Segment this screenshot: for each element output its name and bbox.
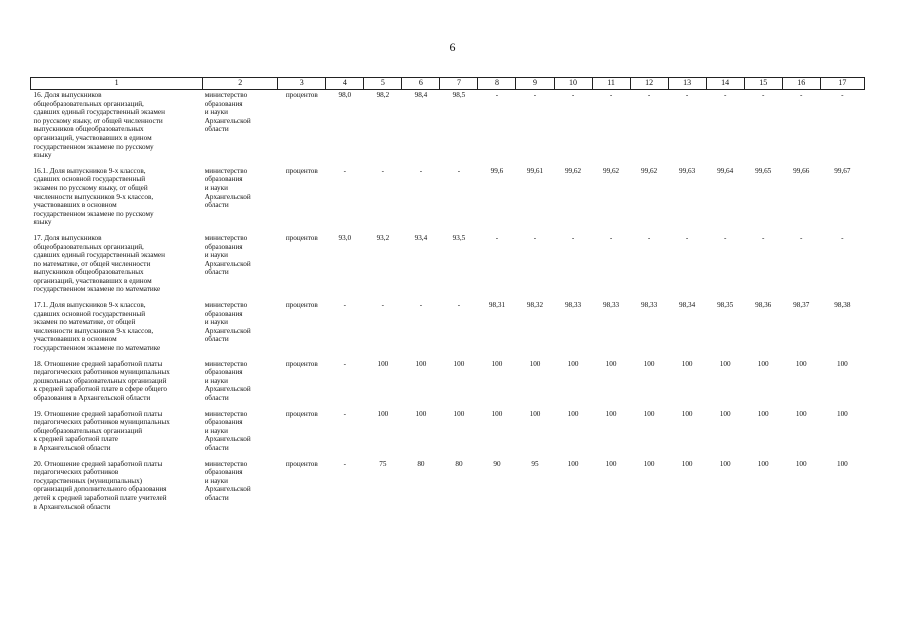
value-cell: 98,32 [526, 301, 544, 310]
responsible-org-line: области [204, 443, 229, 452]
indicator-name-line: 19. Отношение средней заработной платы [33, 409, 163, 418]
value-cell: 100 [415, 409, 427, 418]
column-header-13: 13 [668, 78, 706, 90]
indicator-name-line: государственном экзамене по математике [33, 344, 161, 353]
indicators-table [30, 77, 865, 517]
value-cell: - [841, 91, 844, 99]
value-cell: 100 [795, 409, 807, 418]
column-header-10: 10 [554, 78, 592, 90]
responsible-org-line: министерство [204, 409, 248, 418]
value-cell: - [571, 233, 575, 242]
value-cell: 100 [529, 409, 541, 418]
value-cell: 100 [757, 409, 769, 418]
value-cell: 100 [453, 409, 465, 418]
column-header-4: 4 [326, 78, 364, 90]
indicator-name-line: организаций, участвовавших в едином [33, 133, 152, 142]
value-cell: 100 [681, 409, 693, 418]
indicator-name-line: педагогических работников [33, 468, 119, 477]
responsible-org-line: министерство [204, 233, 248, 242]
column-header-17: 17 [820, 78, 864, 90]
indicator-name-line: общеобразовательных организаций, [33, 242, 144, 251]
value-cell: 100 [491, 409, 503, 418]
value-cell: - [533, 233, 537, 242]
value-cell: 100 [567, 409, 579, 418]
value-cell: - [343, 359, 347, 368]
indicator-name-line: экзамен по математике, от общей [33, 318, 136, 327]
indicator-name [31, 300, 203, 359]
value-cell: - [609, 91, 613, 99]
column-header-6: 6 [402, 78, 440, 90]
value-cell: 99,62 [602, 166, 620, 175]
responsible-org-line: образования [204, 468, 243, 477]
value-cell: 100 [757, 459, 769, 468]
value-cell: 100 [681, 359, 693, 368]
indicator-name-line: 16. Доля выпускников [33, 91, 102, 99]
column-header-3: 3 [278, 78, 326, 90]
value-cell: 100 [377, 359, 389, 368]
indicator-name-line: 20. Отношение средней заработной платы [33, 459, 163, 468]
column-header-16: 16 [782, 78, 820, 90]
column-header-7: 7 [440, 78, 478, 90]
value-cell: 93,4 [414, 233, 428, 242]
responsible-org-line: области [204, 493, 229, 502]
value-cell: 100 [643, 459, 655, 468]
value-cell: 98,34 [679, 301, 696, 310]
table-row [31, 90, 865, 166]
value-cell: - [761, 233, 765, 242]
unit-cell: процентов [285, 359, 318, 368]
value-cell: - [343, 409, 347, 418]
value-cell: 100 [415, 359, 427, 368]
value-cell: - [647, 233, 651, 242]
value-cell: 98,37 [793, 301, 810, 310]
value-cell: 100 [719, 409, 731, 418]
indicator-name [31, 90, 203, 166]
value-cell: 99,64 [717, 166, 734, 175]
unit-cell: процентов [285, 459, 318, 468]
indicator-name-line: по русскому языку, от общей численности [33, 116, 163, 125]
indicator-name-line: языку [33, 151, 52, 160]
table-row [31, 300, 865, 359]
value-cell: - [495, 233, 499, 242]
responsible-org-line: и науки [204, 251, 228, 260]
unit-cell: процентов [285, 301, 318, 310]
unit-cell: процентов [285, 91, 318, 99]
value-cell: 100 [605, 409, 617, 418]
indicator-name-line: участвовавших в основном [33, 335, 117, 344]
value-cell: 100 [567, 459, 579, 468]
value-cell: - [533, 91, 537, 99]
unit-cell: процентов [285, 233, 318, 242]
responsible-org-line: образования [204, 175, 243, 184]
indicator-name-line: языку [33, 218, 52, 227]
table-row [31, 409, 865, 459]
column-header-1: 1 [31, 78, 203, 90]
indicator-name-line: общеобразовательных организаций [33, 426, 143, 435]
indicator-name-line: дошкольных образовательных организаций [33, 376, 167, 385]
value-cell: 99,66 [793, 166, 810, 175]
responsible-org [203, 459, 278, 518]
value-cell: - [343, 459, 347, 468]
indicator-name-line: 17.1. Доля выпускников 9-х классов, [33, 301, 146, 310]
responsible-org-line: образования [204, 418, 243, 427]
value-cell: 93,0 [338, 233, 352, 242]
column-header-12: 12 [630, 78, 668, 90]
value-cell: 100 [643, 409, 655, 418]
indicator-name-line: государственных (муниципальных) [33, 476, 143, 485]
value-cell: 99,62 [564, 166, 582, 175]
value-cell: 98,2 [376, 91, 390, 99]
indicator-name-line: в Архангельской области [33, 502, 111, 511]
responsible-org-line: области [204, 394, 229, 402]
value-cell: 100 [567, 359, 579, 368]
value-cell: - [457, 301, 461, 310]
indicator-name-line: по математике, от общей численности [33, 259, 151, 268]
responsible-org-line: и науки [204, 318, 228, 327]
responsible-org-line: Архангельской [204, 192, 251, 201]
indicator-name-line: сдавших единый государственный экзамен [33, 251, 165, 260]
table-row [31, 359, 865, 409]
value-cell: 98,33 [602, 301, 620, 310]
responsible-org-line: области [204, 268, 229, 277]
value-cell: 98,33 [564, 301, 582, 310]
value-cell: 99,65 [755, 166, 772, 175]
indicator-name-line: государственном экзамене по математике [33, 285, 161, 294]
value-cell: - [723, 233, 727, 242]
value-cell: 100 [605, 359, 617, 368]
value-cell: 98,4 [414, 91, 428, 99]
responsible-org-line: области [204, 201, 229, 210]
value-cell: - [800, 91, 803, 99]
responsible-org-line: Архангельской [204, 326, 251, 335]
indicator-name-line: общеобразовательных организаций, [33, 99, 144, 108]
indicator-name-line: сдавших единый государственный экзамен [33, 108, 165, 117]
responsible-org [203, 90, 278, 166]
indicator-name-line: организаций, участвовавших в едином [33, 276, 152, 285]
indicator-name-line: организаций дополнительного образования [33, 485, 167, 494]
responsible-org-line: Архангельской [204, 385, 251, 394]
responsible-org-line: образования [204, 99, 243, 108]
value-cell: 98,36 [755, 301, 772, 310]
responsible-org-line: образования [204, 242, 243, 251]
indicator-name-line: выпускников общеобразовательных [33, 268, 144, 277]
value-cell: 100 [643, 359, 655, 368]
value-cell: 100 [795, 459, 807, 468]
responsible-org-line: Архангельской [204, 485, 251, 494]
responsible-org-line: и науки [204, 183, 228, 192]
value-cell: 100 [719, 459, 731, 468]
value-cell: - [647, 91, 651, 99]
responsible-org-line: Архангельской [204, 259, 251, 268]
value-cell: - [419, 301, 423, 310]
indicator-name-line: сдавших основной государственный [33, 175, 146, 184]
value-cell: 100 [491, 359, 503, 368]
indicator-name-line: численности выпускников 9-х классов, [33, 192, 154, 201]
value-cell: - [571, 91, 575, 99]
indicator-name-line: педагогических работников муниципальных [33, 368, 170, 377]
value-cell: 99,6 [490, 166, 504, 175]
indicator-name [31, 233, 203, 300]
value-cell: 100 [836, 459, 848, 468]
value-cell: 100 [836, 359, 848, 368]
responsible-org-line: и науки [204, 376, 228, 385]
value-cell: 100 [377, 409, 389, 418]
responsible-org-line: области [204, 125, 229, 134]
header-row [31, 78, 865, 90]
value-cell: 98,5 [452, 91, 466, 99]
value-cell: 80 [455, 459, 463, 468]
indicator-name [31, 459, 203, 518]
responsible-org-line: образования [204, 309, 243, 318]
value-cell: 100 [453, 359, 465, 368]
responsible-org-line: образования [204, 368, 243, 377]
responsible-org-line: министерство [204, 91, 248, 99]
indicator-name-line: экзамен по русскому языку, от общей [33, 183, 148, 192]
value-cell: 99,67 [834, 166, 851, 175]
responsible-org [203, 359, 278, 409]
responsible-org [203, 166, 278, 233]
value-cell: 90 [493, 459, 501, 468]
value-cell: - [841, 233, 844, 242]
value-cell: 100 [836, 409, 848, 418]
column-header-8: 8 [478, 78, 516, 90]
indicator-name [31, 359, 203, 409]
responsible-org-line: области [204, 335, 229, 344]
indicator-name-line: численности выпускников 9-х классов, [33, 326, 154, 335]
value-cell: 93,5 [452, 233, 466, 242]
responsible-org-line: и науки [204, 108, 228, 117]
responsible-org-line: министерство [204, 359, 248, 368]
indicator-name-line: выпускников общеобразовательных [33, 125, 144, 134]
indicator-name-line: сдавших основной государственный [33, 309, 146, 318]
responsible-org [203, 409, 278, 459]
table-row [31, 233, 865, 300]
indicator-name-line: к средней заработной плате [33, 435, 118, 444]
value-cell: 100 [605, 459, 617, 468]
column-header-2: 2 [203, 78, 278, 90]
indicator-name-line: в Архангельской области [33, 443, 111, 452]
value-cell: 100 [757, 359, 769, 368]
value-cell: - [495, 91, 499, 99]
value-cell: - [723, 91, 727, 99]
value-cell: - [685, 91, 689, 99]
column-header-11: 11 [592, 78, 630, 90]
indicator-name-line: педагогических работников муниципальных [33, 418, 170, 427]
indicator-name [31, 409, 203, 459]
value-cell: 75 [379, 459, 387, 468]
value-cell: 99,63 [679, 166, 696, 175]
responsible-org-line: министерство [204, 301, 248, 310]
value-cell: 80 [417, 459, 425, 468]
indicator-name-line: 18. Отношение средней заработной платы [33, 359, 163, 368]
value-cell: 100 [529, 359, 541, 368]
table-row [31, 166, 865, 233]
value-cell: 100 [795, 359, 807, 368]
indicator-name-line: образования в Архангельской области [33, 394, 151, 402]
indicator-name-line: участвовавших в основном [33, 201, 117, 210]
value-cell: 99,62 [641, 166, 658, 175]
value-cell: - [761, 91, 765, 99]
value-cell: 98,31 [488, 301, 506, 310]
value-cell: - [381, 166, 385, 175]
column-header-15: 15 [744, 78, 782, 90]
value-cell: 98,33 [641, 301, 658, 310]
responsible-org-line: министерство [204, 459, 248, 468]
responsible-org-line: и науки [204, 476, 228, 485]
indicator-name-line: 16.1. Доля выпускников 9-х классов, [33, 166, 146, 175]
responsible-org-line: и науки [204, 426, 228, 435]
value-cell: - [609, 233, 613, 242]
table-row [31, 459, 865, 518]
value-cell: 99,61 [526, 166, 544, 175]
table-body [31, 90, 865, 518]
indicator-name-line: детей к средней заработной плате учителей [33, 493, 167, 502]
indicator-name-line: к средней заработной плате в сфере общего [33, 385, 167, 394]
page-number: 6 [449, 40, 456, 54]
value-cell: - [800, 233, 803, 242]
value-cell: - [457, 166, 461, 175]
column-header-5: 5 [364, 78, 402, 90]
responsible-org-line: Архангельской [204, 435, 251, 444]
value-cell: - [381, 301, 385, 310]
column-header-9: 9 [516, 78, 554, 90]
responsible-org-line: министерство [204, 166, 248, 175]
column-header-14: 14 [706, 78, 744, 90]
value-cell: - [685, 233, 689, 242]
value-cell: 98,38 [834, 301, 851, 310]
indicator-name-line: 17. Доля выпускников [33, 233, 102, 242]
responsible-org [203, 233, 278, 300]
unit-cell: процентов [285, 409, 318, 418]
value-cell: - [343, 301, 347, 310]
value-cell: - [419, 166, 423, 175]
responsible-org [203, 300, 278, 359]
value-cell: 93,2 [376, 233, 390, 242]
value-cell: 100 [681, 459, 693, 468]
value-cell: 98,35 [717, 301, 734, 310]
value-cell: 95 [531, 459, 539, 468]
unit-cell: процентов [285, 166, 318, 175]
value-cell: - [343, 166, 347, 175]
indicator-name-line: государственном экзамене по русскому [33, 209, 154, 218]
value-cell: 100 [719, 359, 731, 368]
value-cell: 98,0 [338, 91, 352, 99]
indicator-name-line: государственном экзамене по русскому [33, 142, 154, 151]
indicator-name [31, 166, 203, 233]
responsible-org-line: Архангельской [204, 116, 251, 125]
